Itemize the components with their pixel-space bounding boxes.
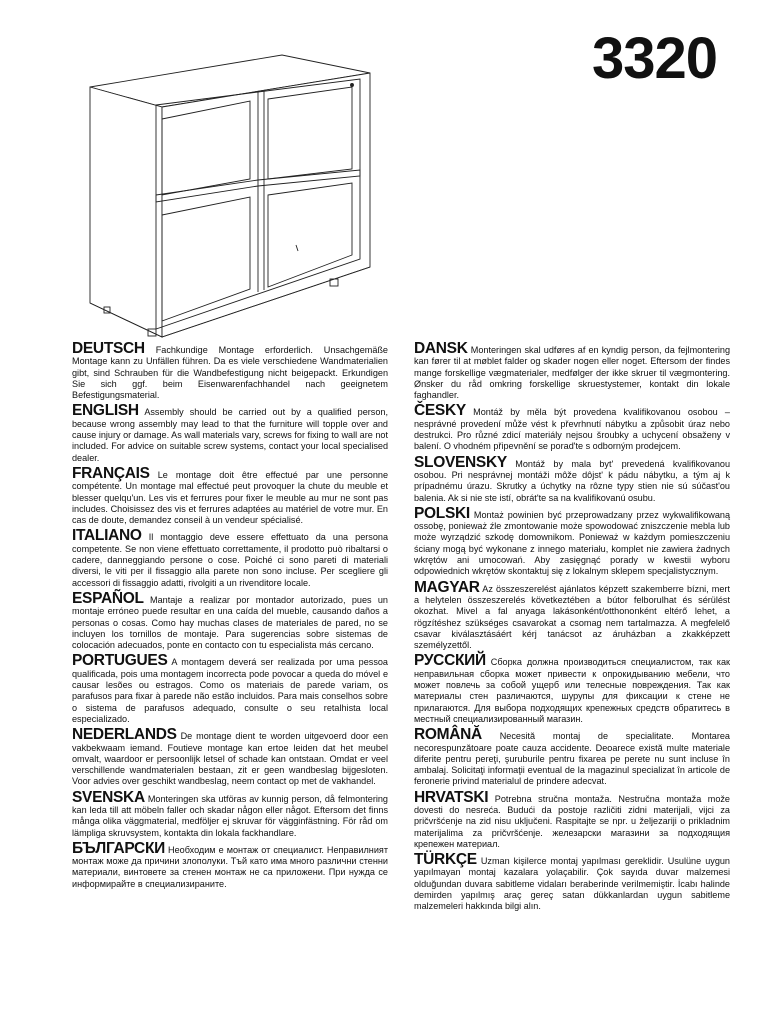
language-heading: РУССКИЙ [414, 652, 486, 670]
section-deutsch [72, 342, 388, 401]
language-heading: NEDERLANDS [72, 726, 177, 744]
section-text: Montáž by měla být provedena kvalifikovanou osobou – nesprávné provedení může vést k převrhnutí nábytku a způsobit úraz nebo destrukci. Pro různé zdicí materiály nejsou šroubky a uchycení obsaženy v balení. O vhodném připevnění se porad'te s odborným prodejcem. [414, 407, 730, 452]
section-english [72, 404, 388, 463]
language-heading: DEUTSCH [72, 340, 145, 357]
section-text: Potrebna stručna montaža. Nestručna montaža može dovesti do nesreća. Budući da postoje različiti zidni materijali, vijci za pričvršćenje na zid nisu uključeni. Raspitajte se npr. u željezariji o prikladnim materijalima za pričvršćenje. железарски магазини за подходящия крепежен материал. [414, 793, 730, 849]
language-heading: PORTUGUES [72, 652, 168, 670]
section-text: Montáž by mala byt' prevedená kvalifikovanou osobou. Pri nesprávnej montáži môže dôjst' k pádu nábytku, a tým aj k prípadnému úrazu. Skrutky a úchytky na rôzne typy stien nie sú súčast'ou balenia. Ak si nie ste istí, obrát'te sa na kvalifikovanú osubu. [414, 458, 731, 503]
language-heading: FRANÇAIS [72, 464, 150, 482]
section-dansk [414, 342, 730, 401]
section-hrvatski [414, 788, 730, 850]
section-text: De montage dient te worden uitgevoerd door een vakbekwaam iemand. Foutieve montage kan ertoe leiden dat het meubel omvalt, waardoor er persoonlijk letsel of schade kan ontstaan. Omdat er veel verschillende wandmaterialen bestaan, zit er geen wandbeslag bijgesloten. Voor advies over geschikt wandbeslag, neem contact op met de vakhandel. [72, 731, 388, 787]
language-heading: ROMÂNĂ [414, 726, 482, 744]
section-text: Az összeszerelést ajánlatos képzett szakemberre bízni, mert a helytelen összeszerelés következtében a bútor felborulhat és sérülést okozhat. Mivel a fal anyaga lakásonként/otthononként eltérő lehet, a rögzítéshez szükséges csavarokat a csomag nem tartalmazza. A megfelelő csavar kiválasztásáért kérj tanácsot az áruházban a zkakképzett személyzettől. [414, 583, 730, 651]
section-text: Uzman kişilerce montaj yapılması gereklidir. Usulüne uygun yapılmayan montaj kazalara yolaçabilir. Çok sayıda duvar malzemesi olduğundan duvara sabitleme vidaları beraberinde verilmemiştir. İcabı halinde demirden yapılmış araç gereç satan dükkanlardan uygun sabitleme malzemeleri hakkında bilgi alın. [414, 856, 730, 912]
language-heading: БЪЛГАРСКИ [72, 839, 165, 857]
section-francais [72, 464, 389, 526]
section-text: Необходим е монтаж от специалист. Неправилният монтаж може да причини злополуки. Тъй като има много различни стенни материали, винтовете за стенен монтаж не са приложени. При нужда се информирайте в специализираните. [72, 844, 388, 889]
section-text: Assembly should be carried out by a qualified person, because wrong assembly may lead to that the furniture will topple over and cause injury or damage. As wall materials vary, screws for fixing to wall are not included. For advice on suitable screw systems, contact your local specialised dealer. [72, 407, 388, 463]
section-text: Сборка должна производиться специалистом, так как неправильная сборка может привести к опрокидыванию мебели, что может повлечь за собой ущерб или телесные повреждения. Так как материалы стен различаются, шурупы для фиксации к стене не прилагаются. Для выбора подходящих крепежных средств обратитесь в местный специализированный магазин. [414, 657, 731, 724]
section-text: Mantaje a realizar por montador autorizado, pues un montaje erróneo puede resultar en una caída del mueble, causando daños a personas o cosas. Como hay muchas clases de materiales de pared, no se incluyen los tornillos de montaje. Para sugerencias sobre sistemas de colocación adecuados, ponte en contacto con tu especialista más cercano. [72, 594, 388, 651]
section-text: Fachkundige Montage erforderlich. Unsachgemäße Montage kann zu Unfällen führen. Da es viele verschiedene Wandmaterialien gibt, sind Schrauben für die Wandbefestigung nicht beigepackt. Erkundigen Sie sich ggf. beim Eisenwarenfachhandel nach geeignetem Befestigungsmaterial. [72, 345, 388, 401]
section-portugues [72, 654, 388, 725]
right-column [414, 342, 730, 916]
language-heading: DANSK [414, 340, 468, 357]
language-heading: SLOVENSKY [414, 453, 507, 471]
section-romana [414, 728, 730, 787]
section-text: Monteringen skal udføres af en kyndig person, da fejlmontering kan fører til at møblet falder og skader nogen eller noget. Eftersom der findes mange forskellige vægmaterialer, medfølger der ikke skruer til vægmontering. Ønsker du råd omkring forskellige skruestystemer, kontakt din lokale faghandler. [414, 345, 731, 401]
section-slovensky [414, 453, 731, 504]
section-russian [414, 654, 730, 725]
language-heading: ENGLISH [72, 402, 139, 420]
left-column [72, 342, 388, 893]
section-text: Monteringen ska utföras av kunnig person, då felmontering kan leda till att möbeln faller och skadar någon eller något. Eftersom det finns många olika väggmaterial, medföljer ej skruvar för vägginfästning. För råd om lämpliga skruvsystem, kontakta din lokala fackhandlare. [72, 793, 388, 838]
language-heading: TÜRKÇE [414, 851, 477, 869]
language-heading: MAGYAR [414, 578, 480, 596]
section-text: Montaż powinien być przeprowadzany przez wykwalifikowaną ossobę, ponieważ źle zmontowanie może spowodować zniszczenie mebla lub może wyrządzić szkodę domownikom. Ponieważ w każdym pomieszczeniu ściany mogą być wykonane z innego materiału, komplet nie zawiera żadnych wkrętów ani umocowań. Aby zasięgnąć porady w kwestii wyboru odpowiednich wkrętów skontaktuj się z lokalnym sklepem specjalistycznym. [414, 509, 730, 577]
section-svenska [72, 788, 388, 839]
model-number: 3320 [592, 26, 718, 91]
section-text: Le montage doit être effectué par une personne compétente. Un montage mal effectué peut provoquer la chute du meuble et blesser quelqu'un. Les vis et ferrures pour fixer le meuble au mur ne sont pas includes. Choisissez des vis et ferrures adaptées au matériel de votre mur. En cas de doute, demandez conseil à un vendeur spécialisé. [72, 469, 389, 526]
language-heading: SVENSKA [72, 788, 145, 806]
language-heading: HRVATSKI [414, 788, 489, 806]
section-bulgarian [72, 839, 388, 890]
section-text: Il montaggio deve essere effettuato da una persona competente. Se non viene effettuato correttamente, il prodotto può ribaltarsi o cadere, danneggiando persone o cose. Poiché ci sono pareti di materiali diversi, le viti per il fissaggio alla parete non sono incluse. Per scegliere gli accessori di fissaggio adatti, rivolgiti a un rivenditore locale. [72, 532, 389, 588]
section-cesky [414, 404, 730, 452]
language-heading: POLSKI [414, 504, 470, 522]
section-text: Necesită montaj de specialitate. Montarea necorespunzătoare poate cauza accidente. Deoarece există multe materiale diferite pentru pereţi, şuruburile pentru fixarea pe perete nu sunt incluse în ambalaj. Solicitaţi informaţii eventual de la magazinul specializat în articole de feronerie privind materialul de prindere adecvat. [414, 731, 730, 787]
section-polski [414, 504, 730, 578]
section-nederlands [72, 728, 388, 787]
language-heading: ESPAÑOL [72, 589, 144, 607]
language-heading: ITALIANO [72, 527, 142, 545]
section-italiano [72, 529, 388, 588]
section-turkce [414, 853, 730, 912]
section-espanol [72, 589, 388, 651]
language-heading: ČESKY [414, 402, 466, 420]
section-magyar [414, 578, 730, 652]
shelf-unit-illustration [80, 45, 380, 340]
section-text: A montagem deverá ser realizada por uma pessoa qualificada, pois uma montagem incorrecta pode povocar a queda do móvel e causar lesões ou estragos. Como os materiais de parede variam, os parafusos para fixar à parede não estão incluidos. Para mais conselhos sobre o sistema de parafusos adequado, consulte o seu retalhista local especializado. [72, 657, 388, 724]
